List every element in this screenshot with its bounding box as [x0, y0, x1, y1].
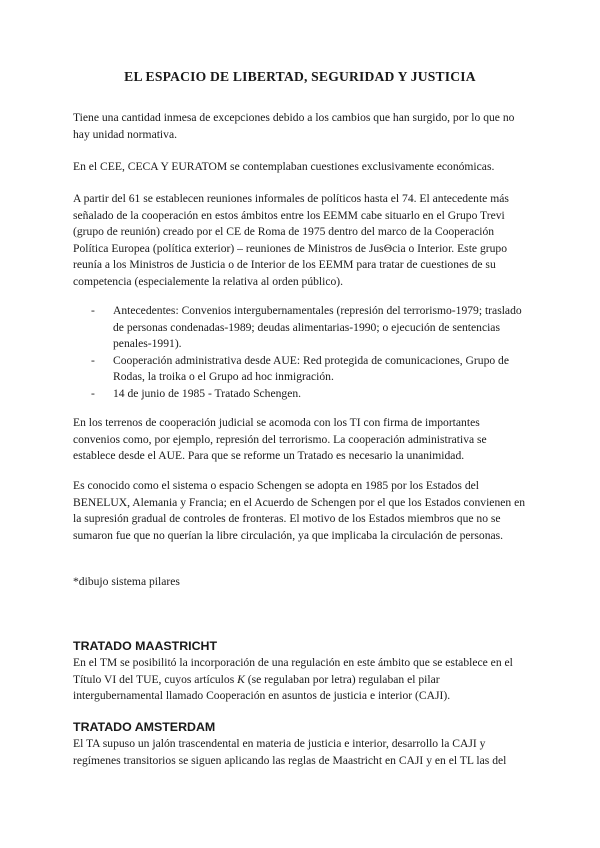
list-item-text: Antecedentes: Convenios intergubernamentales (represión del terrorismo-1979; traslado de personas condenadas-1989; deudas alimentarias-1990; o ejecución de sentencias penales-1991). — [113, 304, 522, 351]
paragraph-drawing-note: *dibujo sistema pilares — [73, 575, 180, 588]
maastricht-text-start: En el TM se posibilitó la incorporación de una regulación en este ámbito que se establece en el Título VI del TUE, cuyos artículos — [73, 656, 513, 686]
list-item-text: Cooperación administrativa desde AUE: Red protegida de comunicaciones, Grupo de Rodas, la troika o el Grupo ad hoc inmigración. — [113, 353, 510, 384]
paragraph-schengen: Es conocido como el sistema o espacio Schengen se adopta en 1985 por los Estados del BENELUX, Alemania y Francia; en el Acuerdo de Schengen por el que los Estados convienen en la supresión gradual de controles de fronteras. El motivo de los Estados miembros que no se sumaron fue que no querían la libre circulación, ya que implicaba la circulación de personas. — [73, 479, 526, 542]
maastricht-italic-k: K — [237, 672, 245, 686]
paragraph-intro: Tiene una cantidad inmesa de excepciones debido a los cambios que han surgido, por lo que no hay unidad normativa. — [73, 111, 515, 141]
maastricht-text-end: (se regulaban por letra) regulaban el pilar intergubernamental llamado Cooperación en asuntos de justicia e interior (CAJI). — [73, 672, 451, 703]
section-heading-amsterdam: TRATADO AMSTERDAM — [73, 720, 216, 734]
list-item — [73, 386, 529, 403]
list-item — [73, 353, 529, 386]
section-heading-maastricht: TRATADO MAASTRICHT — [73, 639, 218, 653]
paragraph-judicial: En los terrenos de cooperación judicial se acomoda con los TI con firma de importantes convenios como, por ejemplo, represión del terrorismo. La cooperación administrativa se establece desde el AUE. Para que se reforme un Tratado es necesario la unanimidad. — [73, 416, 487, 463]
page-title: EL ESPACIO DE LIBERTAD, SEGURIDAD Y JUSTICIA — [124, 69, 476, 84]
list-dash: - — [91, 386, 95, 400]
list-item-text: 14 de junio de 1985 - Tratado Schengen. — [113, 386, 302, 400]
paragraph-trevi: A partir del 61 se establecen reuniones informales de políticos hasta el 74. El antecedente más señalado de la cooperación en estos ámbitos entre los EEMM cabe situarlo en el Grupo Trevi (grupo de reunión) creado por el CE de Roma de 1975 dentro del marco de la Cooperación Política Europea (política exterior) – reuniones de Ministros de JusΘcia o Interior. Este grupo reunía a los Ministros de Justicia o de Interior de los EEMM para tratar de cuestiones de su competencia (especialemente la relativa al orden público). — [73, 192, 509, 288]
paragraph-maastricht — [73, 655, 529, 705]
list-dash: - — [91, 304, 95, 317]
antecedents-list — [73, 303, 529, 403]
paragraph-cee: En el CEE, CECA Y EURATOM se contemplaban cuestiones exclusivamente económicas. — [73, 160, 495, 173]
list-item — [73, 303, 529, 353]
paragraph-amsterdam: El TA supuso un jalón trascendental en materia de justicia e interior, desarrollo la CAJI y regímenes transitorios se siguen aplicando las reglas de Maastricht en CAJI y en el TL las del — [73, 737, 507, 767]
list-dash: - — [91, 353, 95, 367]
